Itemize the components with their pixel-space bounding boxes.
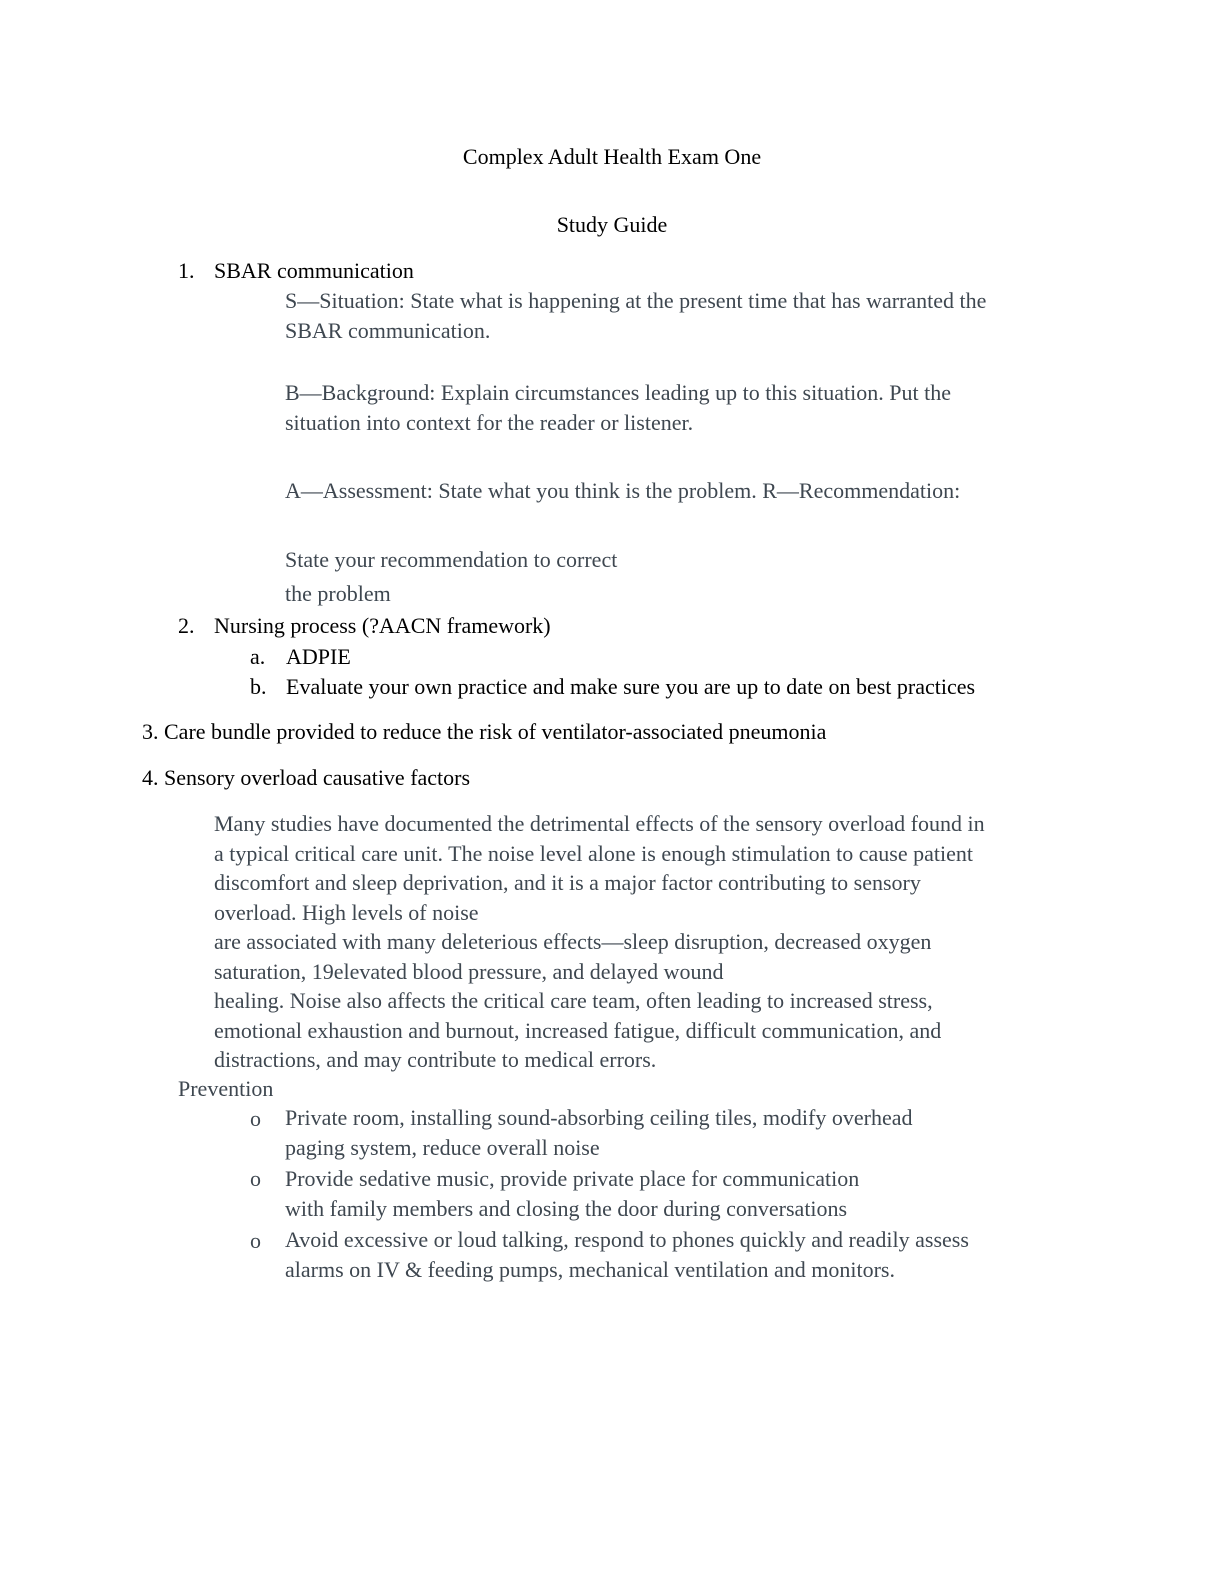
text-line: alarms on IV & feeding pumps, mechanical ventilation and monitors. [285, 1256, 895, 1282]
item-1-heading: SBAR communication [214, 258, 414, 283]
sbar-recommendation-1: State your recommendation to correct [285, 547, 618, 572]
item-2-heading: Nursing process (?AACN framework) [214, 613, 551, 638]
text-line: Private room, installing sound-absorbing ceiling tiles, modify overhead [285, 1105, 913, 1130]
text-line: SBAR communication. [285, 317, 491, 343]
bullet-marker: o [250, 1166, 261, 1191]
item-4-heading: 4. Sensory overload causative factors [142, 765, 471, 790]
text-line: Provide sedative music, provide private place for communication [285, 1166, 860, 1191]
sbar-background [285, 378, 951, 437]
text-line: S—Situation: State what is happening at the present time that has warranted the [285, 288, 987, 313]
item-3-heading: 3. Care bundle provided to reduce the risk of ventilator-associated pneumonia [142, 719, 827, 744]
text-line: overload. High levels of noise [214, 899, 479, 925]
subitem-a-marker: a. [250, 644, 266, 669]
text-line: Avoid excessive or loud talking, respond to phones quickly and readily assess [285, 1227, 969, 1252]
subitem-b-marker: b. [250, 674, 267, 699]
prevention-item-1 [285, 1103, 913, 1162]
text-line: saturation, 19elevated blood pressure, and delayed wound [214, 958, 724, 984]
item-1-number: 1. [178, 258, 195, 283]
item-2-number: 2. [178, 613, 195, 638]
text-line: discomfort and sleep deprivation, and it is a major factor contributing to sensory [214, 870, 921, 895]
prevention-heading: Prevention [178, 1076, 274, 1101]
text-line: with family members and closing the door during conversations [285, 1195, 848, 1221]
text-line: paging system, reduce overall noise [285, 1134, 600, 1160]
subitem-a-text: ADPIE [286, 644, 351, 669]
document-subtitle: Study Guide [556, 212, 668, 237]
prevention-item-2 [285, 1164, 859, 1223]
text-line: distractions, and may contribute to medical errors. [214, 1047, 657, 1072]
text-line: emotional exhaustion and burnout, increased fatigue, difficult communication, and [214, 1017, 942, 1043]
text-line: healing. Noise also affects the critical care team, often leading to increased stress, [214, 988, 933, 1013]
text-line: B—Background: Explain circumstances leading up to this situation. Put the [285, 380, 952, 405]
prevention-item-3 [285, 1225, 969, 1284]
text-line: situation into context for the reader or listener. [285, 409, 694, 435]
document-title: Complex Adult Health Exam One [462, 144, 762, 169]
bullet-marker: o [250, 1228, 261, 1253]
text-line: Many studies have documented the detrimental effects of the sensory overload found in [214, 811, 985, 836]
subitem-b-text: Evaluate your own practice and make sure you are up to date on best practices [286, 674, 976, 699]
text-line: are associated with many deleterious effects—sleep disruption, decreased oxygen [214, 929, 932, 954]
sbar-assessment: A—Assessment: State what you think is the problem. R—Recommendation: [285, 478, 961, 503]
bullet-marker: o [250, 1106, 261, 1131]
text-line: a typical critical care unit. The noise level alone is enough stimulation to cause patient [214, 840, 973, 866]
sbar-situation [285, 286, 986, 345]
sensory-overload-paragraph [214, 809, 985, 1075]
sbar-recommendation-2: the problem [285, 581, 391, 606]
